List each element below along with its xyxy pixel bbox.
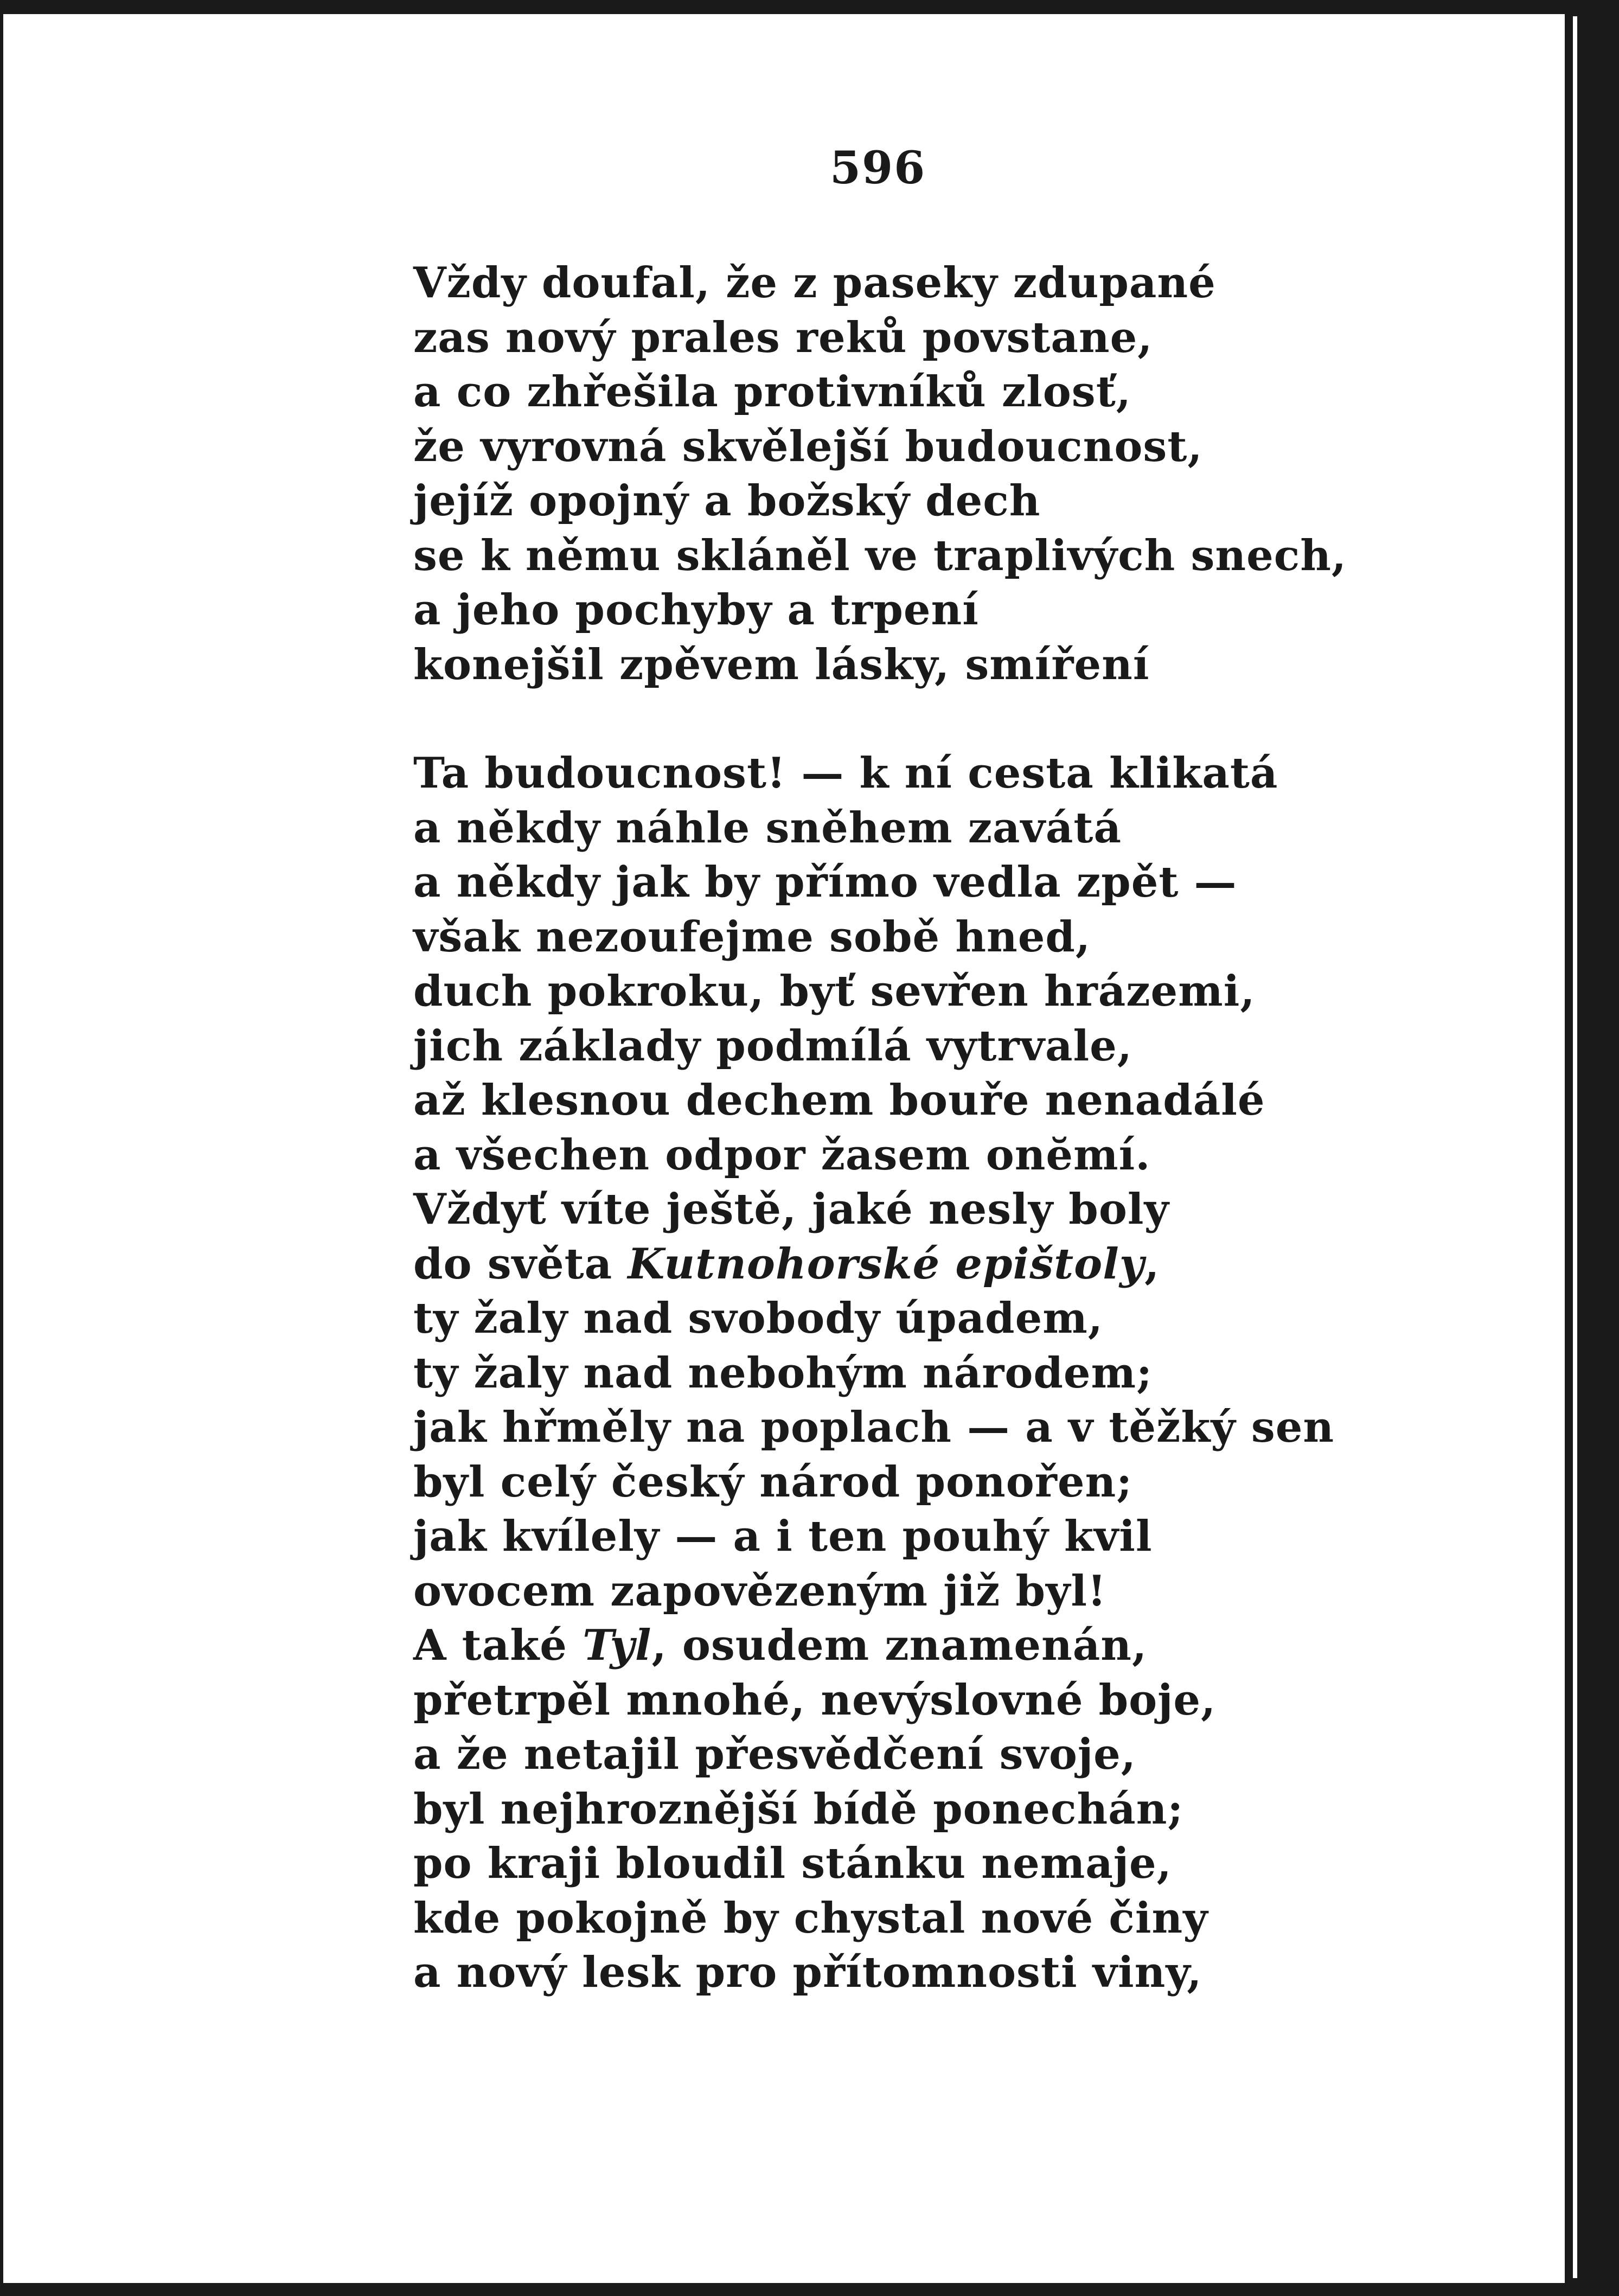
stanza-1 [413, 256, 1444, 692]
verse-line: jejíž opojný a božský dech [413, 476, 1041, 526]
verse-line-with-italic [413, 1619, 1444, 1673]
verse-line: a že netajil přesvědčení svoje, [413, 1730, 1136, 1779]
stanza-gap [413, 692, 1444, 746]
scan-edge-highlight [1573, 16, 1577, 2278]
verse-line: a co zhřešila protivníků zlosť, [413, 367, 1131, 417]
verse-line: a nový lesk pro přítomnosti viny, [413, 1948, 1202, 1997]
verse-line: konejšil zpěvem lásky, smíření [413, 639, 1150, 689]
line-text: do světa [413, 1239, 628, 1289]
line-text: , [1144, 1239, 1160, 1289]
verse-line: a všechen odpor žasem onĕmí. [413, 1130, 1151, 1180]
stanza-2 [413, 746, 1444, 2000]
verse-line: jak hřměly na poplach — a v těžký sen [413, 1403, 1335, 1452]
verse-line: jak kvílely — a i ten pouhý kvil [413, 1512, 1153, 1561]
verse-line: se k němu skláněl ve traplivých snech, [413, 530, 1347, 580]
verse-line: ovocem zapovězeným již byl! [413, 1566, 1107, 1616]
verse-line: až klesnou dechem bouře nenadálé [413, 1076, 1265, 1125]
line-text: A také [413, 1621, 583, 1670]
verse-line: byl nejhroznější bídě ponechán; [413, 1784, 1184, 1834]
verse-line: Ta budoucnost! — k ní cesta klikatá [413, 749, 1278, 798]
verse-line: že vyrovná skvělejší budoucnost, [413, 421, 1203, 471]
italic-title: Kutnohorské epištoly [628, 1239, 1145, 1289]
verse-line: však nezoufejme sobě hned, [413, 912, 1091, 962]
verse-line: Vždyť víte ještě, jaké nesly boly [413, 1185, 1169, 1234]
verse-line: ty žaly nad svobody úpadem, [413, 1294, 1103, 1343]
poem-body [413, 256, 1444, 2000]
verse-line-with-italic [413, 1237, 1444, 1292]
verse-line: a někdy náhle sněhem zavátá [413, 803, 1122, 853]
page-number: 596 [830, 142, 926, 194]
verse-line: po kraji bloudil stánku nemaje, [413, 1839, 1172, 1888]
verse-line: byl celý český národ ponořen; [413, 1457, 1133, 1507]
verse-line: kde pokojně by chystal nové činy [413, 1893, 1208, 1943]
verse-line: duch pokroku, byť sevřen hrázemi, [413, 967, 1256, 1016]
line-text: , osudem znamenán, [651, 1621, 1148, 1670]
verse-line: a někdy jak by přímo vedla zpět — [413, 858, 1237, 907]
verse-line: a jeho pochyby a trpení [413, 585, 979, 635]
verse-line: přetrpěl mnohé, nevýslovné boje, [413, 1675, 1217, 1725]
verse-line: jich základy podmílá vytrvale, [413, 1021, 1132, 1071]
verse-line: zas nový prales reků povstane, [413, 312, 1153, 362]
verse-line: Vždy doufal, že z paseky zdupané [413, 258, 1216, 308]
verse-line: ty žaly nad nebohým národem; [413, 1348, 1153, 1398]
italic-name: Tyl [583, 1621, 652, 1670]
